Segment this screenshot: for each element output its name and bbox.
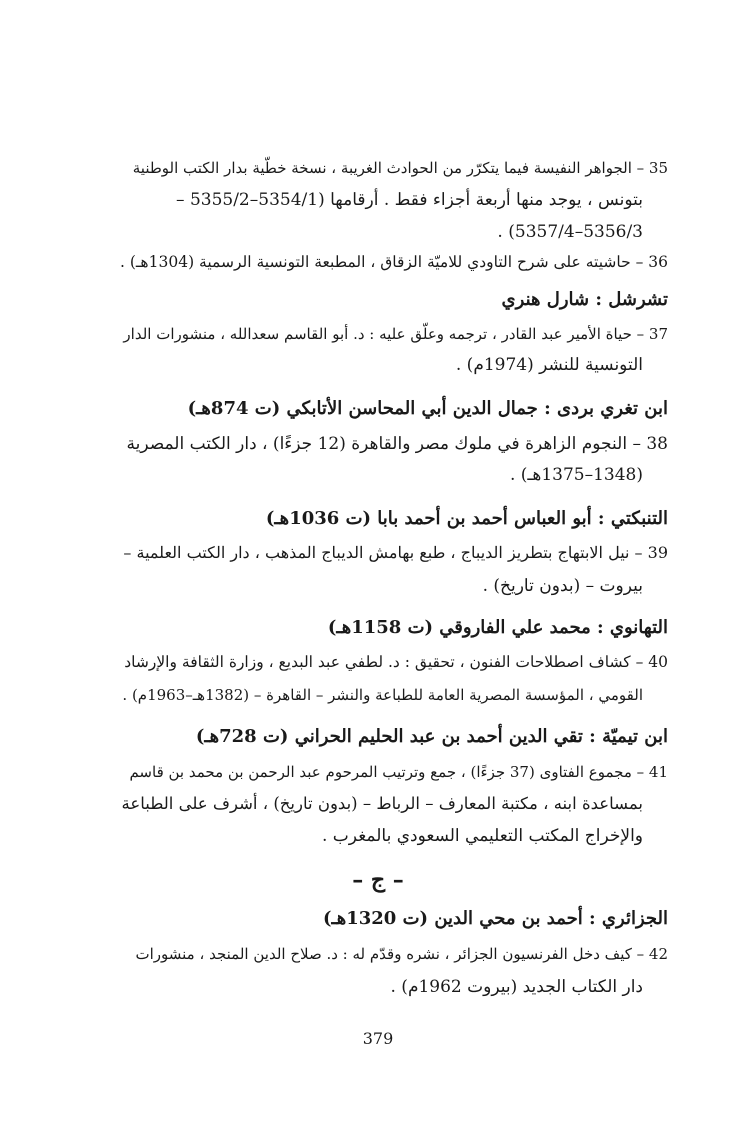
entry-41-line-2: بمساعدة ابنه ، مكتبة المعارف – الرباط – (بدون تاريخ) ، أشرف على الطباعة — [121, 794, 643, 813]
author-heading-tahanawi: التهانوي : محمد علي الفاروقي (ت 1158هـ) — [327, 617, 668, 638]
entry-40-line-1: 40 – كشاف اصطلاحات الفنون ، تحقيق : د. لطفي عبد البديع ، وزارة الثقافة والإرشاد — [124, 653, 668, 671]
entry-42-line-1: 42 – كيف دخل الفرنسيون الجزائر ، نشره وقدّم له : د. صلاح الدين المنجد ، منشورات — [135, 945, 668, 963]
entry-41-line-1: 41 – مجموع الفتاوى (37 جزءًا) ، جمع وترتيب المرحوم عبد الرحمن بن محمد بن قاسم — [129, 763, 668, 781]
entry-39-line-2: بيروت – (بدون تاريخ) . — [482, 576, 643, 596]
author-heading-tinbukti: التنبكتي : أبو العباس أحمد بن أحمد بابا (ت 1036هـ) — [265, 508, 668, 529]
entry-35-line-1: 35 – الجواهر النفيسة فيما يتكرّر من الحوادث الغريبة ، نسخة خطّية بدار الكتب الوطنية — [132, 159, 668, 177]
entry-42-line-2: دار الكتاب الجديد (بيروت 1962م) . — [390, 977, 643, 997]
entry-35-line-2: بتونس ، يوجد منها أربعة أجزاء فقط . أرقامها (5354/1–5355/2 – — [176, 190, 643, 210]
author-heading-ibn-taymiyya: ابن تيميّة : تقي الدين أحمد بن عبد الحليم الحراني (ت 728هـ) — [195, 726, 668, 747]
entry-37-line-2: التونسية للنشر (1974م) . — [455, 355, 643, 375]
entry-37-line-1: 37 – حياة الأمير عبد القادر ، ترجمه وعلّق عليه : د. أبو القاسم سعدالله ، منشورات الدار — [123, 325, 668, 343]
page-number: 379 — [362, 1029, 394, 1048]
entry-38-line-2: (1348–1375هـ) . — [509, 465, 643, 485]
author-heading-churchill: تشرشل : شارل هنري — [501, 289, 668, 310]
section-letter-jim: – ج – — [352, 867, 404, 893]
entry-35-line-3: 5356/3–5357/4) . — [497, 222, 643, 242]
entry-40-line-2: القومي ، المؤسسة المصرية العامة للطباعة والنشر – القاهرة – (1382هـ–1963م) . — [122, 686, 643, 704]
entry-39-line-1: 39 – نيل الابتهاج بتطريز الديباج ، طبع بهامش الديباج المذهب ، دار الكتب العلمية – — [123, 543, 668, 562]
entry-36-line-1: 36 – حاشيته على شرح التاودي للاميّة الزقاق ، المطبعة التونسية الرسمية (1304هـ) . — [119, 253, 668, 271]
entry-38-line-1: 38 – النجوم الزاهرة في ملوك مصر والقاهرة (12 جزءًا) ، دار الكتب المصرية — [126, 434, 668, 454]
author-heading-jazairi: الجزائري : أحمد بن محي الدين (ت 1320هـ) — [322, 908, 668, 929]
entry-41-line-3: والإخراج المكتب التعليمي السعودي بالمغرب . — [322, 826, 643, 846]
author-heading-ibn-taghri-birdi: ابن تغري بردى : جمال الدين أبي المحاسن الأتابكي (ت 874هـ) — [187, 398, 668, 419]
